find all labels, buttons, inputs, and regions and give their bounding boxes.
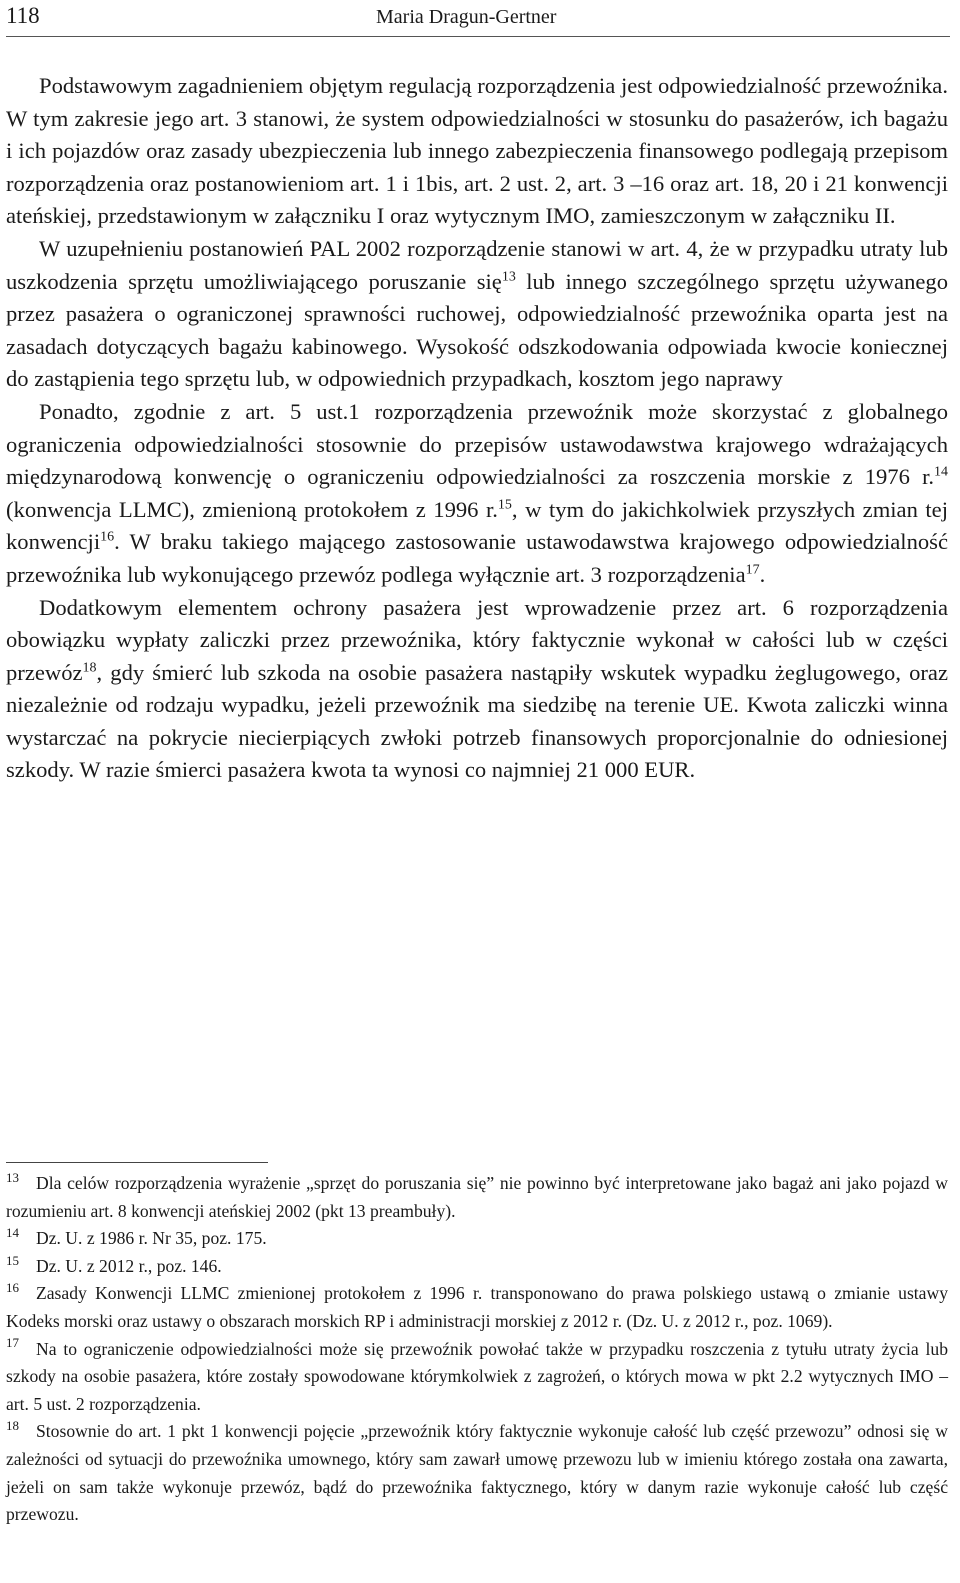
footnote-reference[interactable]: 17 xyxy=(745,562,760,578)
body-paragraph xyxy=(6,233,948,396)
paragraph-text: , gdy śmierć lub szkoda na osobie pasażera nastąpiły wskutek wypadku żeglugowego, oraz niezależnie od rodzaju wypadku, jeżeli przewoźnik ma siedzibę na terenie UE. Kwota zaliczki winna wystarczać na pokrycie niecierpiących zwłoki potrzeb finansowych proporcjonalnie do odniesionej szkody. W razie śmierci pasażera kwota ta wynosi co najmniej 21 000 EUR. xyxy=(6,659,948,783)
footnote-text: Dla celów rozporządzenia wyrażenie „sprzęt do poruszania się” nie powinno być interpretowane jako bagaż ani jako pojazd w rozumieniu art. 8 konwencji ateńskiej 2002 (pkt 13 preambuły). xyxy=(6,1173,948,1221)
body-paragraph xyxy=(6,70,948,233)
footnote-reference[interactable]: 13 xyxy=(501,268,516,284)
paragraph-text: Podstawowym zagadnieniem objętym regulacją rozporządzenia jest odpowiedzialność przewoźnika. W tym zakresie jego art. 3 stanowi, że system odpowiedzialności w stosunku do pasażerów, ich bagażu i ich pojazdów oraz zasady ubezpieczenia lub innego zabezpieczenia finansowego podlegają przepisom rozporządzenia oraz postanowieniom art. 1 i 1bis, art. 2 ust. 2, art. 3 –16 oraz art. 18, 20 i 21 konwencji ateńskiej, przedstawionym w załączniku I oraz wytycznym IMO, zamieszczonym w załączniku II. xyxy=(6,73,948,229)
footnote-reference[interactable]: 18 xyxy=(82,660,97,676)
footnote-item: 15 Dz. U. z 2012 r., poz. 146. xyxy=(6,1252,222,1276)
paragraph-text: (konwencja LLMC), zmienioną protokołem z 1996 r. xyxy=(6,496,498,522)
paragraph-text: W uzupełnieniu postanowień PAL 2002 rozporządzenie stanowi w art. 4, że w przypadku utraty lub uszkodzenia sprzętu umożliwiającego poruszanie się xyxy=(6,235,948,294)
body-paragraph xyxy=(6,592,948,788)
main-text xyxy=(6,70,948,787)
paragraph-text: , w tym do jakichkolwiek przyszłych zmian tej konwencji xyxy=(6,496,948,555)
page-header xyxy=(6,0,950,37)
paragraph-text: . W braku takiego mającego zastosowanie ustawodawstwa krajowego odpowiedzialność przewoźnika lub wykonującego przewóz podlega wyłącznie art. 3 rozporządzenia xyxy=(6,529,948,587)
body-paragraph xyxy=(6,396,948,592)
footnote-text: Na to ograniczenie odpowiedzialności może się przewoźnik powołać także w przypadku roszczenia z tytułu utraty życia lub szkody na osobie pasażera, które zostały spowodowane którymkolwiek z zagrożeń, o których mowa w pkt 2.2 wytycznych IMO – art. 5 ust. 2 rozporządzenia. xyxy=(6,1338,948,1414)
footnote-item: 13 Dla celów rozporządzenia wyrażenie „sprzęt do poruszania się” nie powinno być interpretowane jako bagaż ani jako pojazd w rozumieniu art. 8 konwencji ateńskiej 2002 (pkt 13 preambuły). xyxy=(6,1169,948,1221)
footnote-item: 17 Na to ograniczenie odpowiedzialności może się przewoźnik powołać także w przypadku roszczenia z tytułu utraty życia lub szkody na osobie pasażera, które zostały spowodowane którymkolwiek z zagrożeń, o których mowa w pkt 2.2 wytycznych IMO – art. 5 ust. 2 rozporządzenia. xyxy=(6,1335,948,1414)
footnote-text: Dz. U. z 1986 r. Nr 35, poz. 175. xyxy=(36,1228,267,1249)
footnote-item: 14 Dz. U. z 1986 r. Nr 35, poz. 175. xyxy=(6,1225,267,1249)
footnote-separator xyxy=(6,1162,268,1163)
footnote-item: 16 Zasady Konwencji LLMC zmienionej protokołem z 1996 r. transponowano do prawa polskiego ustawą o zmianie ustawy Kodeks morski oraz ustawy o obszarach morskich RP i administracji morskiej z 2012 r. (Dz. U. z 2012 r., poz. 1069). xyxy=(6,1280,948,1331)
footnote-item: 18 Stosownie do art. 1 pkt 1 konwencji pojęcie „przewoźnik który faktycznie wykonuje całość lub część przewozu” odnosi się w zależności od sytuacji do przewoźnika umownego, który sam zawarł umowę przewozu lub w imieniu którego została ona zawarta, jeżeli on sam także wykonuje przewóz, bądź do przewoźnika faktycznego, który w danym razie wykonuje całość lub część przewozu. xyxy=(6,1418,948,1525)
page-number: 118 xyxy=(6,3,40,28)
footnotes xyxy=(6,1170,948,1529)
paragraph-text: lub innego szczególnego sprzętu używanego przez pasażera o ograniczonej sprawności ruchowej, odpowiedzialność przewoźnika oparta jest na zasadach dotyczących bagażu kabinowego. Wysokość odszkodowania odpowiada kwocie koniecznej do zastąpienia tego sprzętu lub, w odpowiednich przypadkach, kosztom jego naprawy xyxy=(6,268,949,392)
paragraph-text: Dodatkowym elementem ochrony pasażera jest wprowadzenie przez art. 6 rozporządzenia obowiązku wypłaty zaliczki przez przewoźnika, który faktycznie wykonał w całości lub w części przewóz xyxy=(6,594,948,685)
paragraph-text: Ponadto, zgodnie z art. 5 ust.1 rozporządzenia przewoźnik może skorzystać z globalnego ograniczenia odpowiedzialności stosownie do przepisów ustawodawstwa krajowego wdrażających międzynarodową konwencję o ograniczeniu odpowiedzialności za roszczenia morskie z 1976 r. xyxy=(6,398,948,490)
footnote-text: Zasady Konwencji LLMC zmienionej protokołem z 1996 r. transponowano do prawa polskiego ustawą o zmianie ustawy Kodeks morski oraz ustawy o obszarach morskich RP i administracji morskiej z 2012 r. (Dz. U. z 2012 r., poz. 1069). xyxy=(6,1283,948,1331)
running-head-author: Maria Dragun-Gertner xyxy=(376,6,557,28)
footnote-reference[interactable]: 16 xyxy=(100,529,115,545)
footnote-reference[interactable]: 14 xyxy=(934,464,948,480)
footnote-text: Dz. U. z 2012 r., poz. 146. xyxy=(36,1255,222,1276)
paragraph-text: . xyxy=(759,561,766,587)
footnote-text: Stosownie do art. 1 pkt 1 konwencji pojęcie „przewoźnik który faktycznie wykonuje całość lub część przewozu” odnosi się w zależności od sytuacji do przewoźnika umownego, który sam zawarł umowę przewozu lub w imieniu którego została ona zawarta, jeżeli on sam także wykonuje przewóz, bądź do przewoźnika faktycznego, który w danym razie wykonuje całość lub część przewozu. xyxy=(6,1421,948,1525)
footnote-reference[interactable]: 15 xyxy=(497,497,512,513)
